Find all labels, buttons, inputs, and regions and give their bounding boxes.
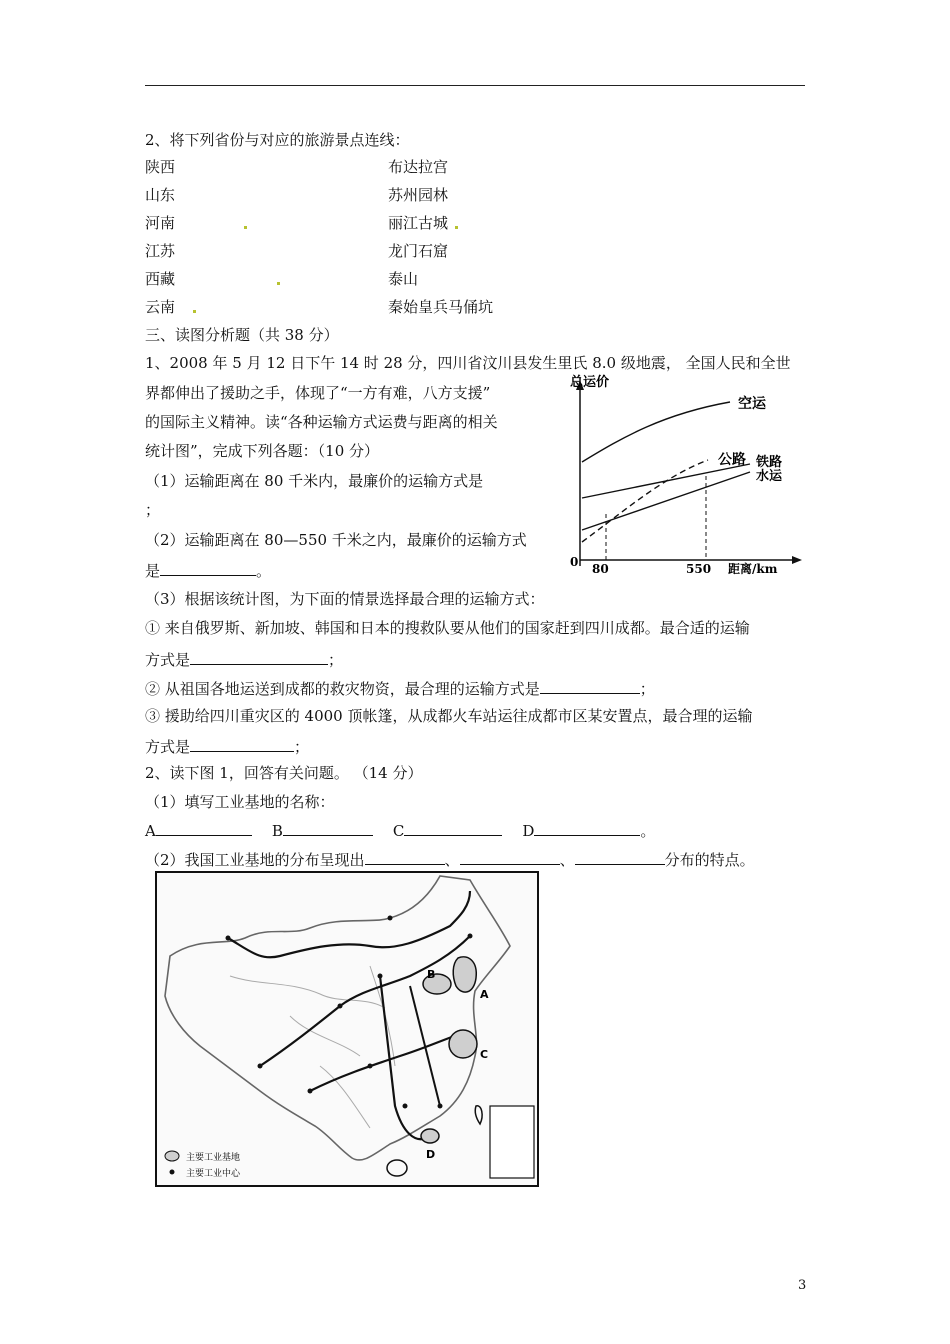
q1-p2-suffix: 。 xyxy=(256,562,272,580)
answer-blank-b[interactable] xyxy=(283,819,373,836)
q2map-title: 2、读下图 1，回答有关问题。 （14 分） xyxy=(145,764,423,782)
industrial-center-dot xyxy=(468,934,473,939)
map-label-d: D xyxy=(426,1148,436,1161)
q1-s2-prefix: ② 从祖国各地运送到成都的救灾物资，最合理的运输方式是 xyxy=(145,680,540,698)
q1-s1-prefix: 方式是 xyxy=(145,651,191,669)
q1-s2 xyxy=(145,677,655,699)
answer-blank[interactable] xyxy=(190,735,294,752)
series-line-road xyxy=(582,460,708,542)
q2map-p2-suffix: 分布的特点。 xyxy=(664,851,755,869)
blank-label-a: A xyxy=(145,822,156,840)
industrial-base-c xyxy=(449,1030,477,1058)
q1-s3-line2 xyxy=(145,735,309,757)
industrial-center-dot xyxy=(368,1064,373,1069)
series-label-air: 空运 xyxy=(738,396,766,412)
province-4: 江苏 xyxy=(145,242,176,260)
map-label-c: C xyxy=(480,1048,489,1061)
province-3: 河南 xyxy=(145,214,176,232)
map-label-b: B xyxy=(427,968,436,981)
sep-2: 、 xyxy=(559,851,575,869)
q1-p1: （1）运输距离在 80 千米内，最廉价的运输方式是 xyxy=(145,472,484,490)
q1-s1-line1: ① 来自俄罗斯、新加坡、韩国和日本的搜救队要从他们的国家赶到四川成都。最合适的运输 xyxy=(145,619,750,637)
scan-speck xyxy=(244,226,247,229)
site-6: 秦始皇兵马俑坑 xyxy=(388,298,494,316)
series-line-air xyxy=(582,402,730,462)
q1-line4: 统计图”，完成下列各题：（10 分） xyxy=(145,442,380,460)
header-rule xyxy=(145,85,805,86)
site-4: 龙门石窟 xyxy=(388,242,449,260)
sep-1: 、 xyxy=(444,851,460,869)
q1-p2-prefix: 是 xyxy=(145,562,161,580)
q1-line2: 界都伸出了援助之手，体现了“一方有难，八方支援” xyxy=(145,384,491,402)
blank-label-b: B xyxy=(271,822,283,840)
legend-center-swatch xyxy=(170,1170,175,1175)
answer-blank-d[interactable] xyxy=(534,819,640,836)
industrial-center-dot xyxy=(338,1004,343,1009)
y-axis-label: 总运价 xyxy=(570,375,610,390)
q1-s3-prefix: 方式是 xyxy=(145,738,191,756)
x-tick-550: 550 xyxy=(686,562,712,576)
q2-title: 2、将下列省份与对应的旅游景点连线： xyxy=(145,131,410,149)
industrial-center-dot xyxy=(308,1089,313,1094)
q1-p3: （3）根据该统计图，为下面的情景选择最合理的运输方式： xyxy=(145,590,545,608)
site-5: 泰山 xyxy=(388,270,419,288)
q1-p1-end: ； xyxy=(145,501,161,519)
q2map-p2-prefix: （2）我国工业基地的分布呈现出 xyxy=(145,851,365,869)
transport-cost-chart xyxy=(568,372,808,582)
origin-label: 0 xyxy=(570,555,579,569)
page-number: 3 xyxy=(798,1278,807,1293)
province-6: 云南 xyxy=(145,298,176,316)
answer-blank[interactable] xyxy=(460,848,560,865)
x-axis-label: 距离/km xyxy=(728,562,778,576)
series-label-rail: 铁路 xyxy=(756,455,783,470)
q2map-p1: （1）填写工业基地的名称： xyxy=(145,793,335,811)
legend-center-label: 主要工业中心 xyxy=(186,1169,241,1179)
q2map-blanks xyxy=(145,819,655,841)
site-2: 苏州园林 xyxy=(388,186,449,204)
industrial-base-d xyxy=(421,1129,439,1143)
series-label-road: 公路 xyxy=(718,452,746,468)
site-3: 丽江古城 xyxy=(388,214,449,232)
province-2: 山东 xyxy=(145,186,176,204)
map-frame xyxy=(156,872,538,1186)
x-tick-80: 80 xyxy=(592,562,609,576)
province-1: 陕西 xyxy=(145,158,176,176)
blanks-end: 。 xyxy=(640,822,656,840)
scan-speck xyxy=(193,310,196,313)
china-industry-map xyxy=(140,866,560,1196)
section-3-heading: 三、读图分析题（共 38 分） xyxy=(145,326,339,344)
map-label-a: A xyxy=(480,988,489,1001)
q1-line1: 1、2008 年 5 月 12 日下午 14 时 28 分，四川省汶川县发生里氏 8.0 级地震， 全国人民和全世 xyxy=(145,354,791,372)
industrial-center-dot xyxy=(438,1104,443,1109)
q1-s1-suffix: ； xyxy=(328,651,344,669)
legend-base-swatch xyxy=(165,1151,179,1161)
site-1: 布达拉宫 xyxy=(388,158,449,176)
industrial-center-dot xyxy=(378,974,383,979)
q1-s3-suffix: ； xyxy=(294,738,310,756)
industrial-center-dot xyxy=(226,936,231,941)
q1-s2-suffix: ； xyxy=(639,680,655,698)
south-sea-inset xyxy=(490,1106,534,1178)
answer-blank-a[interactable] xyxy=(156,819,252,836)
answer-blank[interactable] xyxy=(190,648,328,665)
q1-p2-answer xyxy=(145,559,271,581)
scan-speck xyxy=(277,282,280,285)
scan-speck xyxy=(455,226,458,229)
q1-s3-line1: ③ 援助给四川重灾区的 4000 顶帐篷，从成都火车站运往成都市区某安置点，最合理的运输 xyxy=(145,707,753,725)
answer-blank[interactable] xyxy=(160,559,256,576)
answer-blank-c[interactable] xyxy=(404,819,502,836)
legend-base-label: 主要工业基地 xyxy=(186,1153,241,1163)
series-label-water: 水运 xyxy=(756,469,783,484)
industrial-center-dot xyxy=(258,1064,263,1069)
province-5: 西藏 xyxy=(145,270,176,288)
q1-s1-line2 xyxy=(145,648,343,670)
industrial-center-dot xyxy=(388,916,393,921)
blank-label-c: C xyxy=(392,822,405,840)
answer-blank[interactable] xyxy=(575,848,665,865)
industrial-base-a xyxy=(453,957,476,992)
blank-label-d: D xyxy=(522,822,535,840)
x-axis-arrow xyxy=(792,556,802,564)
answer-blank[interactable] xyxy=(540,677,640,694)
industrial-center-dot xyxy=(403,1104,408,1109)
q1-line3: 的国际主义精神。读“各种运输方式运费与距离的相关 xyxy=(145,413,498,431)
q1-p2: （2）运输距离在 80—550 千米之内，最廉价的运输方式 xyxy=(145,531,527,549)
answer-blank[interactable] xyxy=(365,848,445,865)
